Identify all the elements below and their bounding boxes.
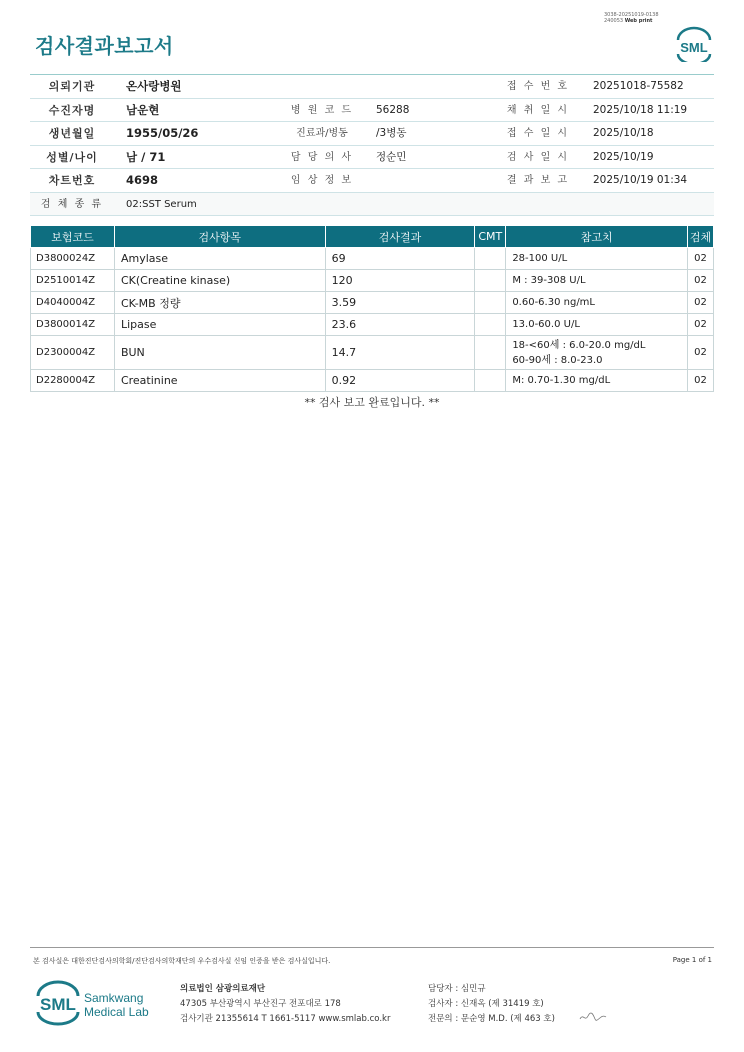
table-row [31, 248, 714, 270]
cmt-cell [475, 370, 506, 392]
info-label: 결 과 보 고 [506, 175, 570, 186]
info-label: 담 당 의 사 [290, 151, 354, 163]
info-value: 남운현 [126, 102, 160, 117]
info-value: 4698 [126, 173, 159, 187]
specimen-type-value: 02:SST Serum [126, 198, 197, 210]
cmt-cell [475, 270, 506, 292]
organization-address: 47305 부산광역시 부산진구 전포대로 178 [180, 999, 341, 1009]
info-value: 2025/10/19 [593, 150, 654, 163]
info-row [30, 122, 714, 146]
insurance-code: D2510014Z [31, 270, 115, 292]
test-item: BUN [114, 336, 325, 370]
reference-range: M : 39-308 U/L [506, 270, 688, 292]
insurance-code: D3800024Z [31, 248, 115, 270]
specimen-code: 02 [687, 336, 713, 370]
column-header-cmt: CMT [475, 226, 506, 248]
staff-specialist: 전문의 : 문순영 M.D. (제 463 호) [428, 1014, 555, 1024]
cmt-cell [475, 248, 506, 270]
table-row [31, 370, 714, 392]
insurance-code: D4040004Z [31, 292, 115, 314]
footer-divider [30, 947, 714, 948]
specimen-code: 02 [687, 314, 713, 336]
table-row [31, 292, 714, 314]
organization-name: 의료법인 삼광의료재단 [180, 984, 266, 994]
test-result: 120 [325, 270, 475, 292]
document-code-line2: 240053 Web print [604, 18, 653, 24]
reference-range: 0.60-6.30 ng/mL [506, 292, 688, 314]
test-result: 23.6 [325, 314, 475, 336]
staff-in-charge: 담당자 : 심민규 [428, 984, 486, 994]
info-value: 남 / 71 [126, 149, 166, 164]
samkwang-logo-mark: SML [40, 995, 76, 1014]
cmt-cell [475, 314, 506, 336]
column-header-specimen: 검체 [687, 226, 713, 248]
sml-logo [672, 26, 716, 62]
web-print-label: Web print [624, 18, 653, 24]
specimen-type-label: 검 체 종 류 [40, 198, 104, 210]
test-result: 14.7 [325, 336, 475, 370]
patient-info-table [30, 74, 714, 216]
test-item: CK(Creatine kinase) [114, 270, 325, 292]
table-row [31, 336, 714, 370]
info-label: 검 사 일 시 [506, 151, 570, 163]
column-header-reference: 참고치 [506, 226, 688, 248]
info-row [30, 146, 714, 170]
info-value: 1955/05/26 [126, 126, 199, 140]
test-item: CK-MB 정량 [114, 292, 325, 314]
info-label: 성별/나이 [46, 150, 98, 164]
specimen-code: 02 [687, 292, 713, 314]
test-result: 3.59 [325, 292, 475, 314]
reference-range: 28-100 U/L [506, 248, 688, 270]
column-header-item: 검사항목 [114, 226, 325, 248]
insurance-code: D2280004Z [31, 370, 115, 392]
info-row [30, 75, 714, 99]
samkwang-logo [36, 980, 156, 1026]
info-row [30, 99, 714, 123]
insurance-code: D3800014Z [31, 314, 115, 336]
samkwang-logo-name-line1: Samkwang [84, 991, 144, 1005]
certification-note: 본 검사실은 대한진단검사의학회/진단검사의학재단의 우수검사실 신임 인증을 받은 검사실입니다. [33, 957, 331, 965]
column-header-result: 검사결과 [325, 226, 475, 248]
staff-info [428, 982, 555, 1027]
reference-range-line2: 60-90세 : 8.0-23.0 [512, 354, 603, 366]
info-label: 접 수 일 시 [506, 128, 570, 139]
info-label: 진료과/병동 [296, 128, 348, 139]
info-value: 정순민 [376, 150, 407, 163]
report-complete-note: ** 검사 보고 완료입니다. ** [304, 396, 440, 409]
test-item: Lipase [114, 314, 325, 336]
reference-range: 13.0-60.0 U/L [506, 314, 688, 336]
signature-image [578, 1010, 608, 1024]
column-header-code: 보험코드 [31, 226, 115, 248]
info-value: 2025/10/18 11:19 [593, 103, 688, 116]
reference-range [506, 336, 688, 370]
specimen-code: 02 [687, 370, 713, 392]
cmt-cell [475, 336, 506, 370]
info-label: 채 취 일 시 [506, 104, 570, 116]
document-code-line1: 3038-20251019-0138 [604, 12, 659, 18]
info-value: 2025/10/18 [593, 127, 654, 139]
organization-info [180, 982, 390, 1027]
info-row-specimen-type [30, 193, 714, 217]
info-label: 접 수 번 호 [506, 81, 570, 92]
table-row [31, 270, 714, 292]
info-label: 병 원 코 드 [290, 104, 354, 116]
specimen-code: 02 [687, 248, 713, 270]
info-label: 의뢰기관 [48, 80, 96, 93]
page-number: Page 1 of 1 [672, 956, 712, 964]
organization-contact: 검사기관 21355614 T 1661-5117 www.smlab.co.kr [180, 1014, 391, 1024]
info-label: 차트번호 [48, 174, 96, 187]
test-result: 0.92 [325, 370, 475, 392]
info-label: 임 상 정 보 [290, 175, 354, 186]
report-title: 검사결과보고서 [35, 34, 174, 58]
results-header-row [31, 226, 714, 248]
reference-range-line1: 18-<60세 : 6.0-20.0 mg/dL [512, 339, 646, 351]
document-code [604, 12, 694, 24]
info-value: 2025/10/19 01:34 [593, 174, 688, 186]
results-table [30, 225, 714, 392]
info-value: 온사랑병원 [126, 79, 182, 93]
info-value: 20251018-75582 [593, 80, 684, 92]
test-item: Creatinine [114, 370, 325, 392]
insurance-code: D2300004Z [31, 336, 115, 370]
info-label: 수진자명 [48, 103, 96, 117]
test-result: 69 [325, 248, 475, 270]
sml-logo-text: SML [680, 40, 708, 55]
info-row [30, 169, 714, 193]
specimen-code: 02 [687, 270, 713, 292]
samkwang-logo-name-line2: Medical Lab [84, 1005, 149, 1019]
info-value: 56288 [376, 103, 410, 116]
cmt-cell [475, 292, 506, 314]
staff-tester: 검사자 : 신재옥 (제 31419 호) [428, 999, 544, 1009]
table-row [31, 314, 714, 336]
reference-range: M: 0.70-1.30 mg/dL [506, 370, 688, 392]
test-item: Amylase [114, 248, 325, 270]
info-value: /3병동 [376, 127, 407, 139]
info-label: 생년월일 [48, 127, 96, 140]
